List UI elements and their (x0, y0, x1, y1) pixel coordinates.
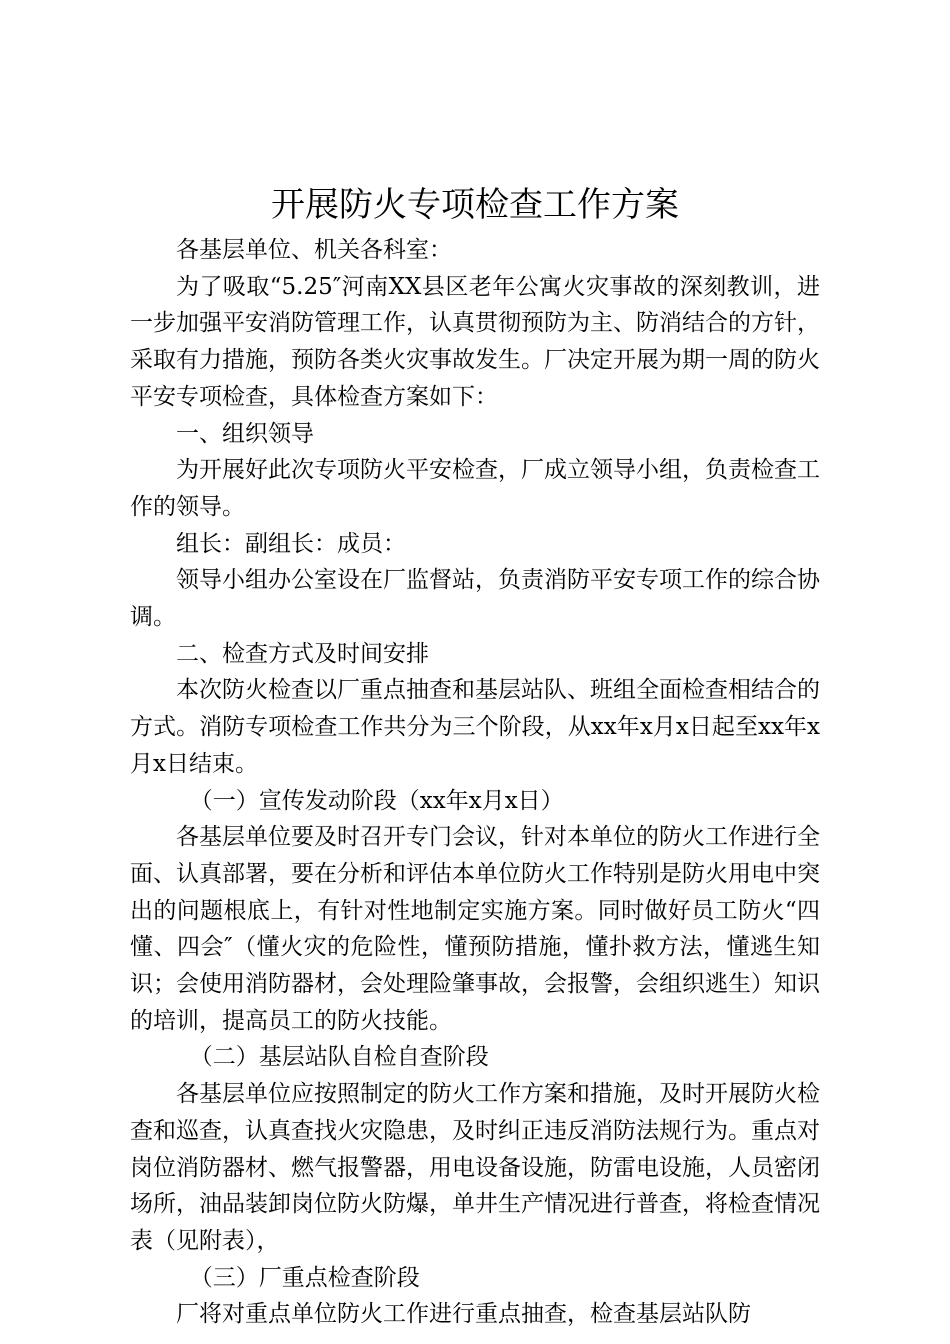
paragraph-organization: 为开展好此次专项防火平安检查，厂成立领导小组，负责检查工作的领导。 (130, 457, 820, 520)
paragraph-office: 领导小组办公室设在厂监督站，负责消防平安专项工作的综合协调。 (130, 567, 820, 631)
paragraph-stage-3: 厂将对重点单位防火工作进行重点抽查，检查基层站队防 (176, 1301, 751, 1328)
paragraph-stage-2: 各基层单位应按照制定的防火工作方案和措施，及时开展防火检查和巡查，认真查找火灾隐患，及时纠正违反消防法规行为。重点对岗位消防器材、燃气报警器，用电设备设施，防雷电设施，人员密闭场所，油品装卸岗位防火防爆，单井生产情况进行普查，将检查情况表（见附表）， (130, 1081, 820, 1254)
paragraph-stage-1: 各基层单位要及时召开专门会议，针对本单位的防火工作进行全面、认真部署，要在分析和评估本单位防火工作特别是防火用电中突出的问题根底上，有针对性地制定实施方案。同时做好员工防火“四懂、四会″（懂火灾的危险性，懂预防措施，懂扑救方法，懂逃生知识；会使用消防器材，会处理险肇事故，会报警，会组织逃生）知识的培训，提高员工的防火技能。 (130, 824, 820, 1034)
subheading-stage-3: （三）厂重点检查阶段 (189, 1264, 420, 1291)
section-heading-organization: 一、组织领导 (176, 420, 314, 447)
subheading-stage-1: （一）宣传发动阶段（xx年x月x日） (189, 787, 564, 814)
section-heading-schedule: 二、检查方式及时间安排 (176, 640, 429, 667)
subheading-stage-2: （二）基层站队自检自查阶段 (189, 1044, 489, 1071)
paragraph-intro: 为了吸取“5.25″河南XX县区老年公寓火灾事故的深刻教训，进一步加强平安消防管理工作，认真贯彻预防为主、防消结合的方针，采取有力措施，预防各类火灾事故发生。厂决定开展为期一周的防火平安专项检查，具体检查方案如下： (130, 273, 820, 410)
document-body (130, 232, 820, 1333)
document-title: 开展防火专项检查工作方案 (271, 185, 679, 225)
paragraph-members: 组长：副组长：成员： (176, 530, 406, 557)
salutation: 各基层单位、机关各科室： (176, 237, 452, 263)
paragraph-schedule: 本次防火检查以厂重点抽查和基层站队、班组全面检查相结合的方式。消防专项检查工作共分为三个阶段，从xx年x月x日起至xx年x月x日结束。 (130, 677, 820, 777)
